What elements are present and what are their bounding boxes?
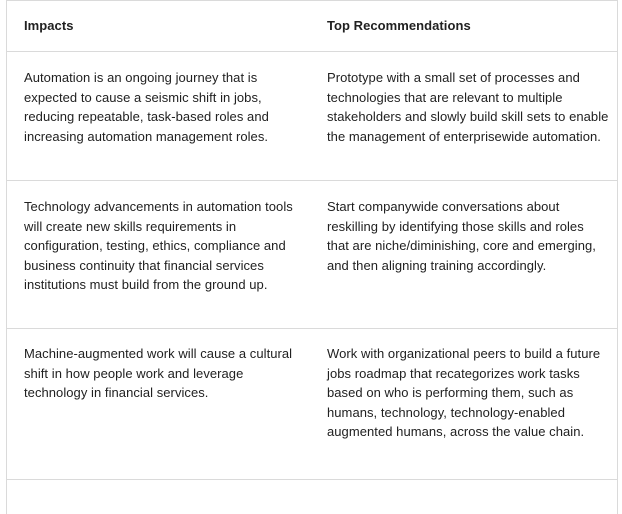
impacts-recommendations-table: [6, 0, 618, 514]
impact-cell: Technology advancements in automation tools will create new skills requirements in configuration, testing, ethics, compliance and business continuity that financial services institutions must build from the ground up.: [24, 199, 293, 292]
header-impacts: Impacts: [24, 18, 74, 34]
table-row: [7, 52, 617, 181]
recommendation-cell: Start companywide conversations about reskilling by identifying those skills and roles that are niche/diminishing, core and emerging, and then aligning training accordingly.: [327, 199, 596, 273]
header-top-recommendations: Top Recommendations: [327, 18, 471, 34]
recommendation-cell: Work with organizational peers to build a future jobs roadmap that recategorizes work tasks based on who is performing them, such as humans, technology, technology-enabled augmented humans, across the value chain.: [327, 346, 601, 439]
impact-cell: Automation is an ongoing journey that is expected to cause a seismic shift in jobs, reducing repeatable, task-based roles and increasing automation management roles.: [24, 70, 269, 144]
table-row-empty: [7, 480, 617, 514]
impact-cell: Machine-augmented work will cause a cultural shift in how people work and leverage technology in financial services.: [24, 346, 293, 400]
table-header-row: [7, 1, 617, 52]
table-row: [7, 329, 617, 480]
recommendation-cell: Prototype with a small set of processes and technologies that are relevant to multiple stakeholders and slowly build skill sets to enable the management of enterprisewide automation.: [327, 70, 609, 144]
table-row: [7, 181, 617, 329]
